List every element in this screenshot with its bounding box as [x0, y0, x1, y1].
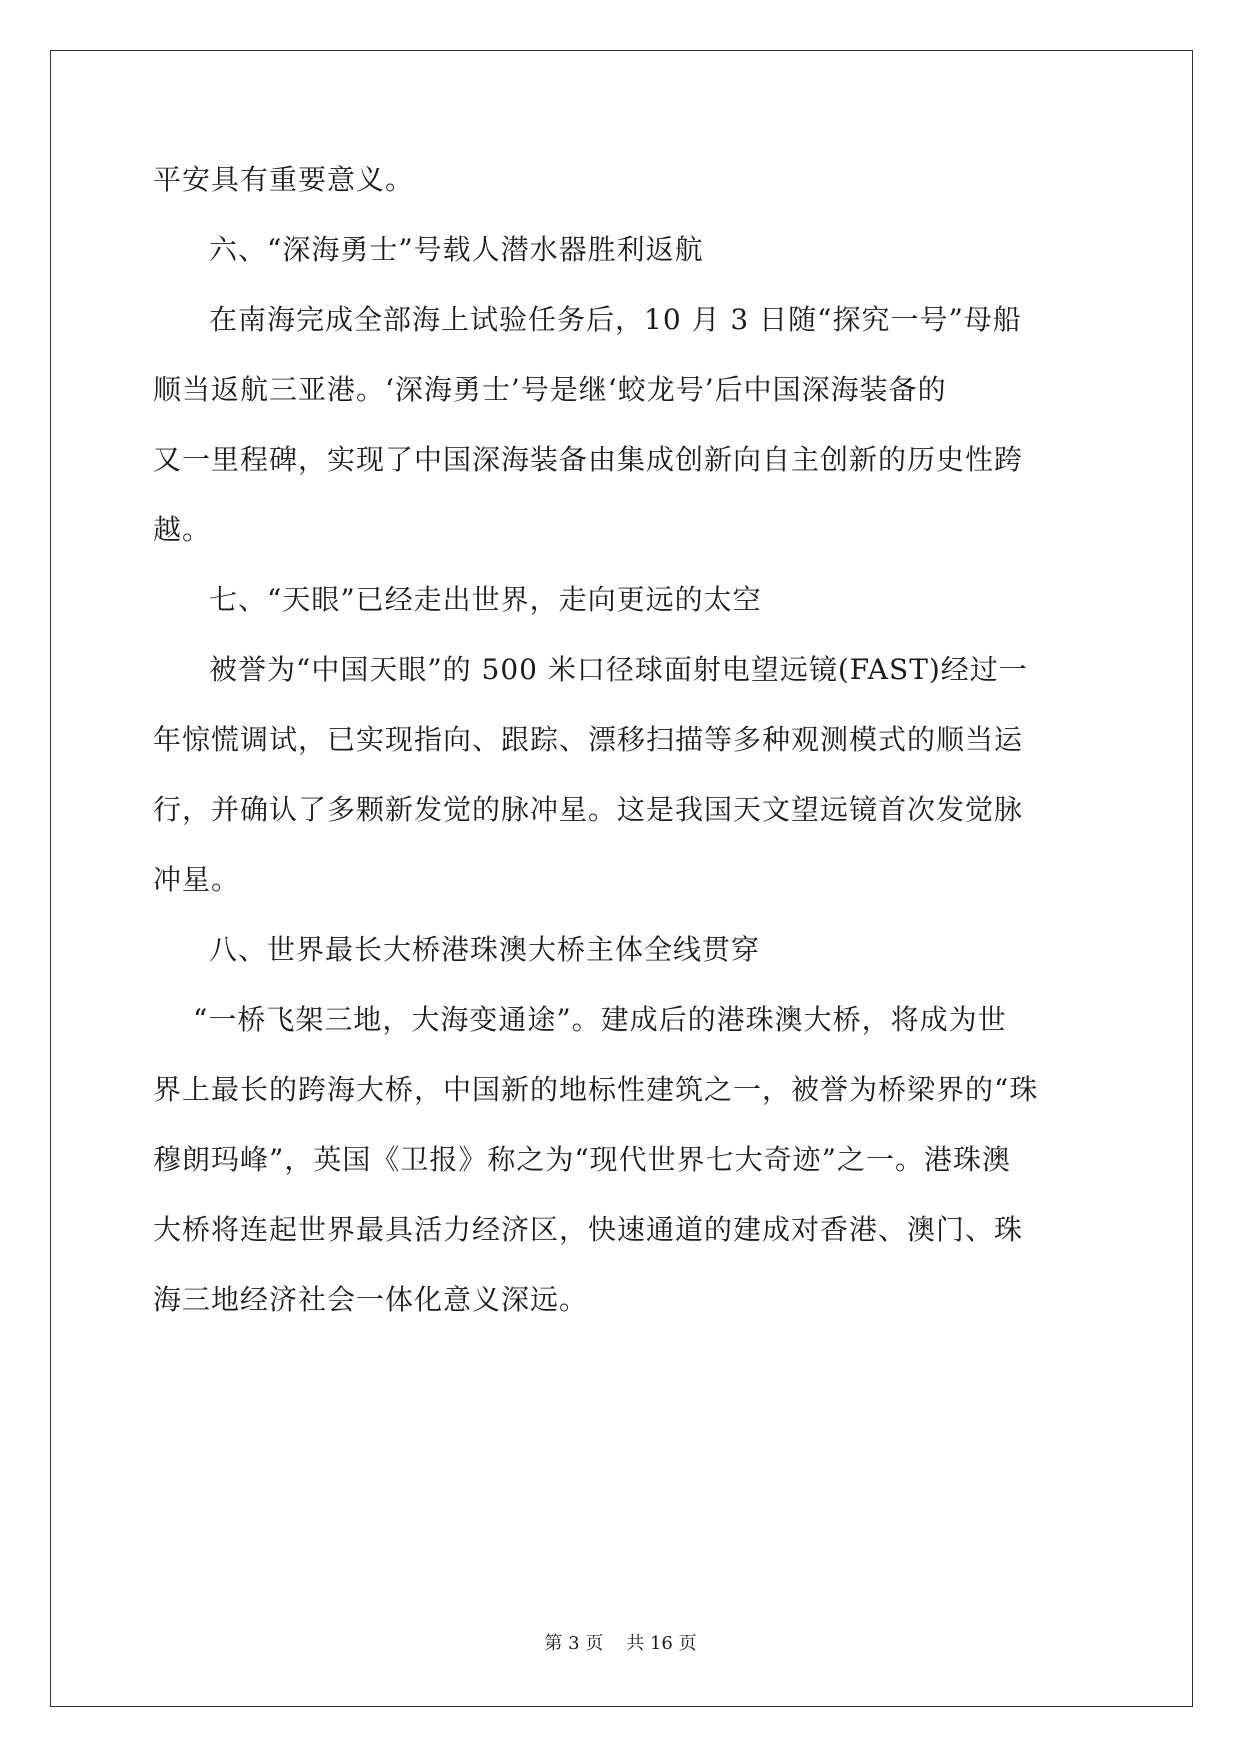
- section-heading-7: 七、“天眼”已经走出世界，走向更远的太空: [209, 583, 762, 616]
- paragraph-line: 海三地经济社会一体化意义深远。: [153, 1283, 589, 1316]
- paragraph-line: 平安具有重要意义。: [153, 163, 415, 196]
- page-footer: [0, 1632, 1241, 1656]
- paragraph-line: 冲星。: [153, 863, 241, 896]
- paragraph-line: “一桥飞架三地，大海变通途”。建成后的港珠澳大桥，将成为世: [193, 1003, 1007, 1036]
- paragraph-line: 大桥将连起世界最具活力经济区，快速通道的建成对香港、澳门、珠: [153, 1213, 1024, 1246]
- page-total: 共 16 页: [626, 1633, 697, 1654]
- page-number: 第 3 页: [544, 1633, 604, 1654]
- section-heading-6: 六、“深海勇士”号载人潜水器胜利返航: [209, 233, 704, 266]
- paragraph-line: 年惊慌调试，已实现指向、跟踪、漂移扫描等多种观测模式的顺当运: [153, 723, 1024, 756]
- paragraph-line: 界上最长的跨海大桥，中国新的地标性建筑之一，被誉为桥梁界的“珠: [153, 1073, 1039, 1106]
- paragraph-line: 穆朗玛峰”，英国《卫报》称之为“现代世界七大奇迹”之一。港珠澳: [153, 1143, 1011, 1176]
- paragraph-line: 被誉为“中国天眼”的 500 米口径球面射电望远镜(FAST)经过一: [209, 653, 1028, 686]
- paragraph-line: 顺当返航三亚港。‘深海勇士’号是继‘蛟龙号’后中国深海装备的: [153, 373, 947, 406]
- paragraph-line: 行，并确认了多颗新发觉的脉冲星。这是我国天文望远镜首次发觉脉: [153, 793, 1024, 826]
- paragraph-line: 又一里程碑，实现了中国深海装备由集成创新向自主创新的历史性跨: [153, 443, 1024, 476]
- paragraph-line: 越。: [153, 513, 212, 546]
- section-heading-8: 八、世界最长大桥港珠澳大桥主体全线贯穿: [209, 933, 761, 966]
- paragraph-line: 在南海完成全部海上试验任务后，10 月 3 日随“探究一号”母船: [209, 303, 1022, 336]
